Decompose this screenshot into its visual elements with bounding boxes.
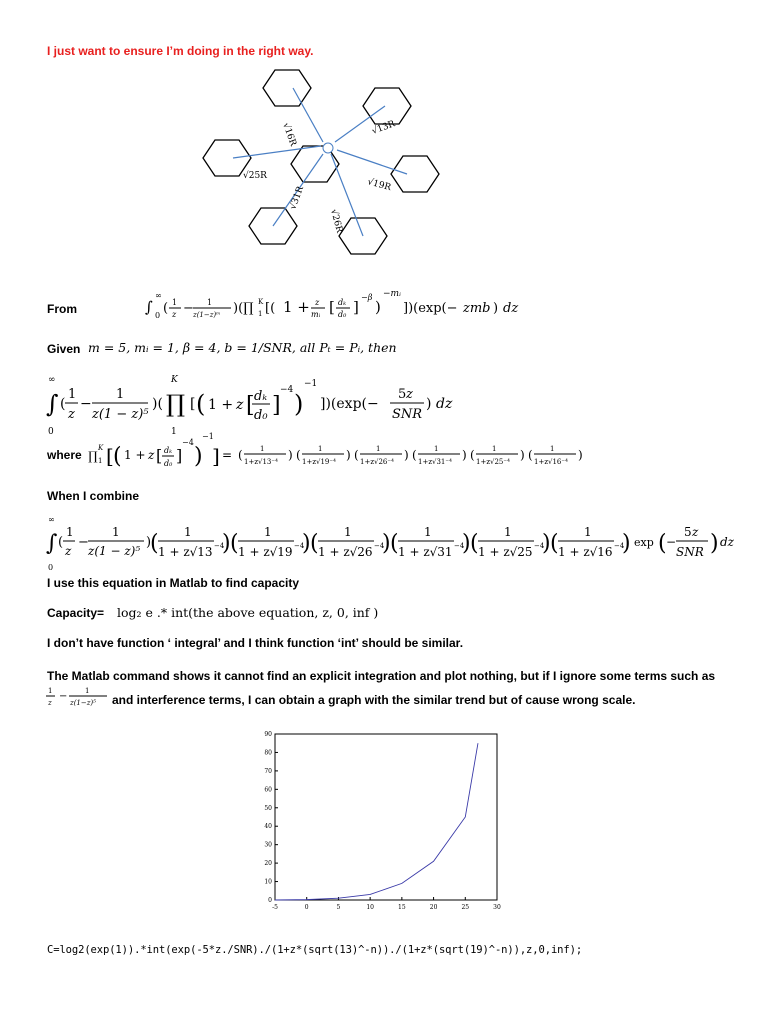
svg-text:1 + z√25: 1 + z√25	[478, 545, 533, 559]
svg-text:1+z√31⁻⁴: 1+z√31⁻⁴	[418, 458, 452, 466]
svg-text:−1: −1	[202, 432, 214, 441]
svg-text:−: −	[78, 535, 89, 550]
svg-text:1: 1	[264, 525, 272, 539]
svg-text:1: 1	[112, 525, 120, 539]
svg-text:−4: −4	[374, 542, 385, 550]
svg-text:[: [	[246, 393, 255, 418]
svg-text:d₀: d₀	[338, 310, 347, 319]
capacity-math: log₂ e .* int(the above equation, z, 0, inf )	[117, 605, 379, 620]
svg-text:−: −	[666, 535, 677, 549]
svg-text:1: 1	[550, 445, 555, 453]
y-tick-label: 0	[268, 897, 272, 904]
from-label: From	[47, 302, 77, 316]
svg-text:(: (	[238, 448, 243, 462]
svg-text:): )	[404, 448, 409, 462]
svg-text:): )	[426, 396, 432, 412]
x-tick-label: 0	[304, 904, 309, 911]
where-factors	[238, 445, 583, 466]
y-tick-label: 40	[264, 823, 272, 831]
svg-text:): )	[346, 448, 351, 462]
diagram-label: √19R	[366, 177, 392, 194]
svg-text:5: 5	[398, 387, 407, 402]
svg-text:∞: ∞	[48, 515, 55, 524]
svg-text:]: ]	[212, 444, 220, 468]
svg-text:−: −	[80, 396, 92, 412]
y-tick-label: 90	[264, 731, 272, 738]
svg-text:1 + z√19: 1 + z√19	[238, 545, 293, 559]
svg-text:]: ]	[176, 446, 183, 465]
svg-text:1 + z√31: 1 + z√31	[398, 545, 453, 559]
svg-text:): )	[710, 531, 719, 556]
svg-text:0: 0	[155, 311, 161, 320]
svg-text:(: (	[658, 531, 667, 556]
svg-text:−1: −1	[304, 379, 318, 389]
given-math: m = 5, mᵢ = 1, β = 4, b = 1/SNR, all Pₜ = Pᵢ, then	[88, 340, 397, 355]
y-tick-label: 10	[264, 878, 272, 886]
svg-text:1 +: 1 +	[283, 298, 310, 316]
capacity-chart	[255, 722, 515, 914]
x-tick-label: 10	[366, 904, 374, 911]
svg-text:z(1−z)⁵: z(1−z)⁵	[70, 699, 96, 707]
svg-text:): )	[622, 531, 631, 556]
x-tick-label: -5	[272, 904, 278, 911]
svg-text:dₖ: dₖ	[254, 389, 268, 404]
svg-text:(: (	[310, 531, 319, 556]
svg-text:(: (	[390, 531, 399, 556]
svg-text:1: 1	[68, 387, 77, 402]
svg-text:(: (	[470, 531, 479, 556]
svg-text:−mᵢ: −mᵢ	[383, 289, 401, 299]
svg-text:[: [	[156, 446, 163, 465]
svg-text:∫: ∫	[46, 390, 59, 418]
svg-text:): )	[542, 531, 551, 556]
svg-text:dz: dz	[503, 301, 519, 316]
y-tick-label: 30	[264, 841, 272, 849]
diagram-label: √16R	[280, 121, 298, 148]
svg-text:−4: −4	[614, 542, 625, 550]
x-tick-label: 5	[336, 904, 341, 911]
svg-text:z: z	[172, 310, 177, 319]
svg-text:−: −	[183, 301, 194, 316]
svg-text:z: z	[315, 298, 320, 307]
svg-text:d₀: d₀	[164, 459, 173, 468]
hexagon-cells	[203, 70, 439, 254]
svg-text:=: =	[222, 448, 233, 462]
svg-text:(: (	[550, 531, 559, 556]
svg-text:dz: dz	[436, 396, 453, 412]
svg-text:1: 1	[171, 427, 177, 436]
cell-diagram	[195, 60, 445, 260]
svg-text:1 +: 1 +	[208, 397, 234, 413]
y-tick-label: 50	[264, 804, 272, 812]
where-expression	[88, 425, 618, 481]
svg-text:z: z	[406, 387, 413, 402]
y-tick-label: 20	[264, 860, 272, 868]
svg-text:(: (	[528, 448, 533, 462]
svg-text:1: 1	[172, 298, 178, 307]
diagram-label: √25R	[243, 171, 267, 181]
svg-text:(: (	[412, 448, 417, 462]
receiver-icon	[323, 143, 333, 153]
svg-text:1: 1	[376, 445, 381, 453]
svg-text:(: (	[354, 448, 359, 462]
svg-text:): )	[194, 444, 203, 469]
matlab-code-line: C=log2(exp(1)).*int(exp(-5*z./SNR)./(1+z*(sqrt(13)^-n))./(1+z*(sqrt(19)^-n)),z,0,inf);	[47, 944, 583, 956]
svg-text:1: 1	[260, 445, 265, 453]
from-equation	[145, 284, 565, 328]
svg-text:1: 1	[258, 310, 263, 318]
svg-text:∞: ∞	[48, 375, 56, 385]
svg-text:dz: dz	[720, 535, 735, 549]
diagram-label: √31R	[288, 185, 307, 212]
svg-text:z: z	[236, 397, 244, 413]
svg-text:z: z	[48, 699, 52, 707]
x-tick-label: 20	[429, 904, 438, 911]
y-tick-label: 60	[264, 786, 272, 794]
svg-text:1: 1	[504, 525, 512, 539]
svg-text:[: [	[190, 396, 196, 412]
svg-text:5: 5	[684, 525, 692, 539]
when-combine-text: When I combine	[47, 489, 140, 503]
svg-text:(: (	[113, 444, 122, 469]
svg-text:): )	[146, 535, 152, 550]
svg-text:z(1−z)ᵐ: z(1−z)ᵐ	[193, 311, 221, 319]
hexagon-cell	[363, 88, 411, 124]
svg-text:1: 1	[184, 525, 192, 539]
svg-text:∫: ∫	[145, 298, 153, 316]
svg-text:)(∏: )(∏	[233, 301, 254, 316]
svg-text:(: (	[58, 535, 64, 550]
diagram-label: √13R	[370, 119, 397, 137]
svg-text:1: 1	[116, 387, 125, 402]
svg-text:): )	[462, 531, 471, 556]
svg-text:): )	[578, 448, 583, 462]
svg-text:∫: ∫	[46, 531, 58, 556]
x-tick-label: 15	[398, 904, 406, 911]
svg-text:zmb: zmb	[463, 301, 491, 316]
svg-text:exp: exp	[634, 536, 654, 549]
svg-text:−4: −4	[214, 542, 225, 550]
svg-text:1+z√26⁻⁴: 1+z√26⁻⁴	[360, 458, 394, 466]
svg-text:])(exp(−: ])(exp(−	[320, 396, 379, 412]
svg-text:1 +: 1 +	[124, 448, 146, 462]
matlab-text-2: and interference terms, I can obtain a graph with the similar trend but of cause wrong scale.	[112, 693, 636, 707]
svg-text:1: 1	[492, 445, 497, 453]
svg-text:∏: ∏	[88, 449, 98, 463]
svg-text:z(1 − z)⁵: z(1 − z)⁵	[92, 407, 149, 422]
svg-text:)(: )(	[152, 396, 163, 412]
svg-text:dₖ: dₖ	[338, 298, 347, 307]
svg-text:z: z	[68, 407, 75, 422]
hexagon-cell	[391, 156, 439, 192]
svg-text:K: K	[171, 375, 178, 385]
svg-text:−β: −β	[361, 293, 373, 302]
svg-text:[: [	[106, 444, 114, 468]
svg-text:): )	[520, 448, 525, 462]
svg-text:−4: −4	[182, 438, 194, 447]
svg-text:SNR: SNR	[676, 545, 704, 559]
svg-text:1: 1	[424, 525, 432, 539]
given-text: Given	[47, 342, 81, 356]
svg-text:−4: −4	[534, 542, 545, 550]
svg-text:z: z	[65, 544, 72, 558]
svg-text:1: 1	[48, 687, 53, 695]
svg-text:z: z	[148, 448, 155, 462]
interference-arrows	[233, 88, 407, 236]
use-equation-text: I use this equation in Matlab to find capacity	[47, 576, 300, 590]
svg-text:(: (	[470, 448, 475, 462]
svg-text:z: z	[692, 525, 699, 539]
svg-text:1 + z√26: 1 + z√26	[318, 545, 373, 559]
svg-text:1+z√13⁻⁴: 1+z√13⁻⁴	[244, 458, 278, 466]
y-tick-label: 70	[264, 767, 272, 775]
y-tick-label: 80	[264, 749, 272, 757]
svg-text:1 + z√16: 1 + z√16	[558, 545, 613, 559]
svg-text:1: 1	[584, 525, 592, 539]
svg-text:∏: ∏	[166, 390, 186, 418]
svg-text:−4: −4	[294, 542, 305, 550]
intro-text: I just want to ensure I’m doing in the right way.	[47, 44, 314, 58]
svg-text:−4: −4	[280, 385, 294, 395]
svg-text:): )	[294, 390, 304, 418]
svg-text:): )	[382, 531, 391, 556]
svg-text:(: (	[230, 531, 239, 556]
hexagon-cell	[263, 70, 311, 106]
svg-text:(: (	[296, 448, 301, 462]
svg-text:1: 1	[434, 445, 439, 453]
svg-text:(: (	[196, 390, 206, 418]
svg-text:∞: ∞	[155, 291, 162, 300]
svg-text:]: ]	[353, 298, 359, 316]
svg-text:): )	[462, 448, 467, 462]
svg-text:(: (	[150, 531, 159, 556]
matlab-text-1: The Matlab command shows it cannot find an explicit integration and plot nothing, but if I ignore some terms such as	[47, 669, 716, 683]
combined-integral	[44, 512, 744, 574]
svg-text:): )	[222, 531, 231, 556]
svg-text:): )	[493, 301, 499, 316]
svg-text:1: 1	[98, 457, 103, 465]
svg-text:−4: −4	[454, 542, 465, 550]
svg-text:): )	[375, 298, 381, 316]
svg-text:[(: [(	[265, 301, 276, 316]
where-label: where	[47, 448, 82, 462]
svg-text:−: −	[59, 691, 68, 702]
svg-text:SNR: SNR	[392, 407, 423, 422]
svg-text:): )	[288, 448, 293, 462]
svg-text:(: (	[163, 301, 169, 316]
svg-text:0: 0	[48, 563, 54, 572]
svg-text:0: 0	[48, 427, 54, 436]
svg-text:1: 1	[85, 687, 90, 695]
svg-text:])(exp(−: ])(exp(−	[403, 301, 458, 316]
svg-text:1+z√19⁻⁴: 1+z√19⁻⁴	[302, 458, 336, 466]
combined-factors	[150, 525, 735, 559]
svg-text:]: ]	[272, 393, 281, 418]
no-integral-text: I don’t have function ‘ integral’ and I think function ‘int’ should be similar.	[47, 636, 464, 650]
ignored-terms-formula	[45, 683, 113, 713]
x-tick-label: 30	[493, 904, 501, 911]
svg-text:d₀: d₀	[254, 408, 268, 423]
svg-text:1: 1	[344, 525, 352, 539]
svg-text:1: 1	[207, 298, 213, 307]
plot-area	[275, 734, 497, 900]
diagram-label: √26R	[328, 208, 344, 234]
svg-text:1: 1	[318, 445, 323, 453]
svg-text:dₖ: dₖ	[164, 446, 173, 455]
svg-text:K: K	[258, 298, 264, 306]
svg-text:[: [	[329, 298, 335, 316]
svg-text:(: (	[60, 396, 66, 412]
svg-text:mᵢ: mᵢ	[311, 310, 321, 319]
svg-text:): )	[302, 531, 311, 556]
svg-text:1+z√25⁻⁴: 1+z√25⁻⁴	[476, 458, 510, 466]
svg-text:z(1 − z)⁵: z(1 − z)⁵	[88, 544, 141, 558]
capacity-label: Capacity=	[47, 606, 105, 620]
x-tick-label: 25	[461, 904, 470, 911]
svg-text:1: 1	[66, 525, 74, 539]
svg-text:1 + z√13: 1 + z√13	[158, 545, 213, 559]
svg-text:K: K	[98, 444, 104, 452]
svg-text:1+z√16⁻⁴: 1+z√16⁻⁴	[534, 458, 568, 466]
